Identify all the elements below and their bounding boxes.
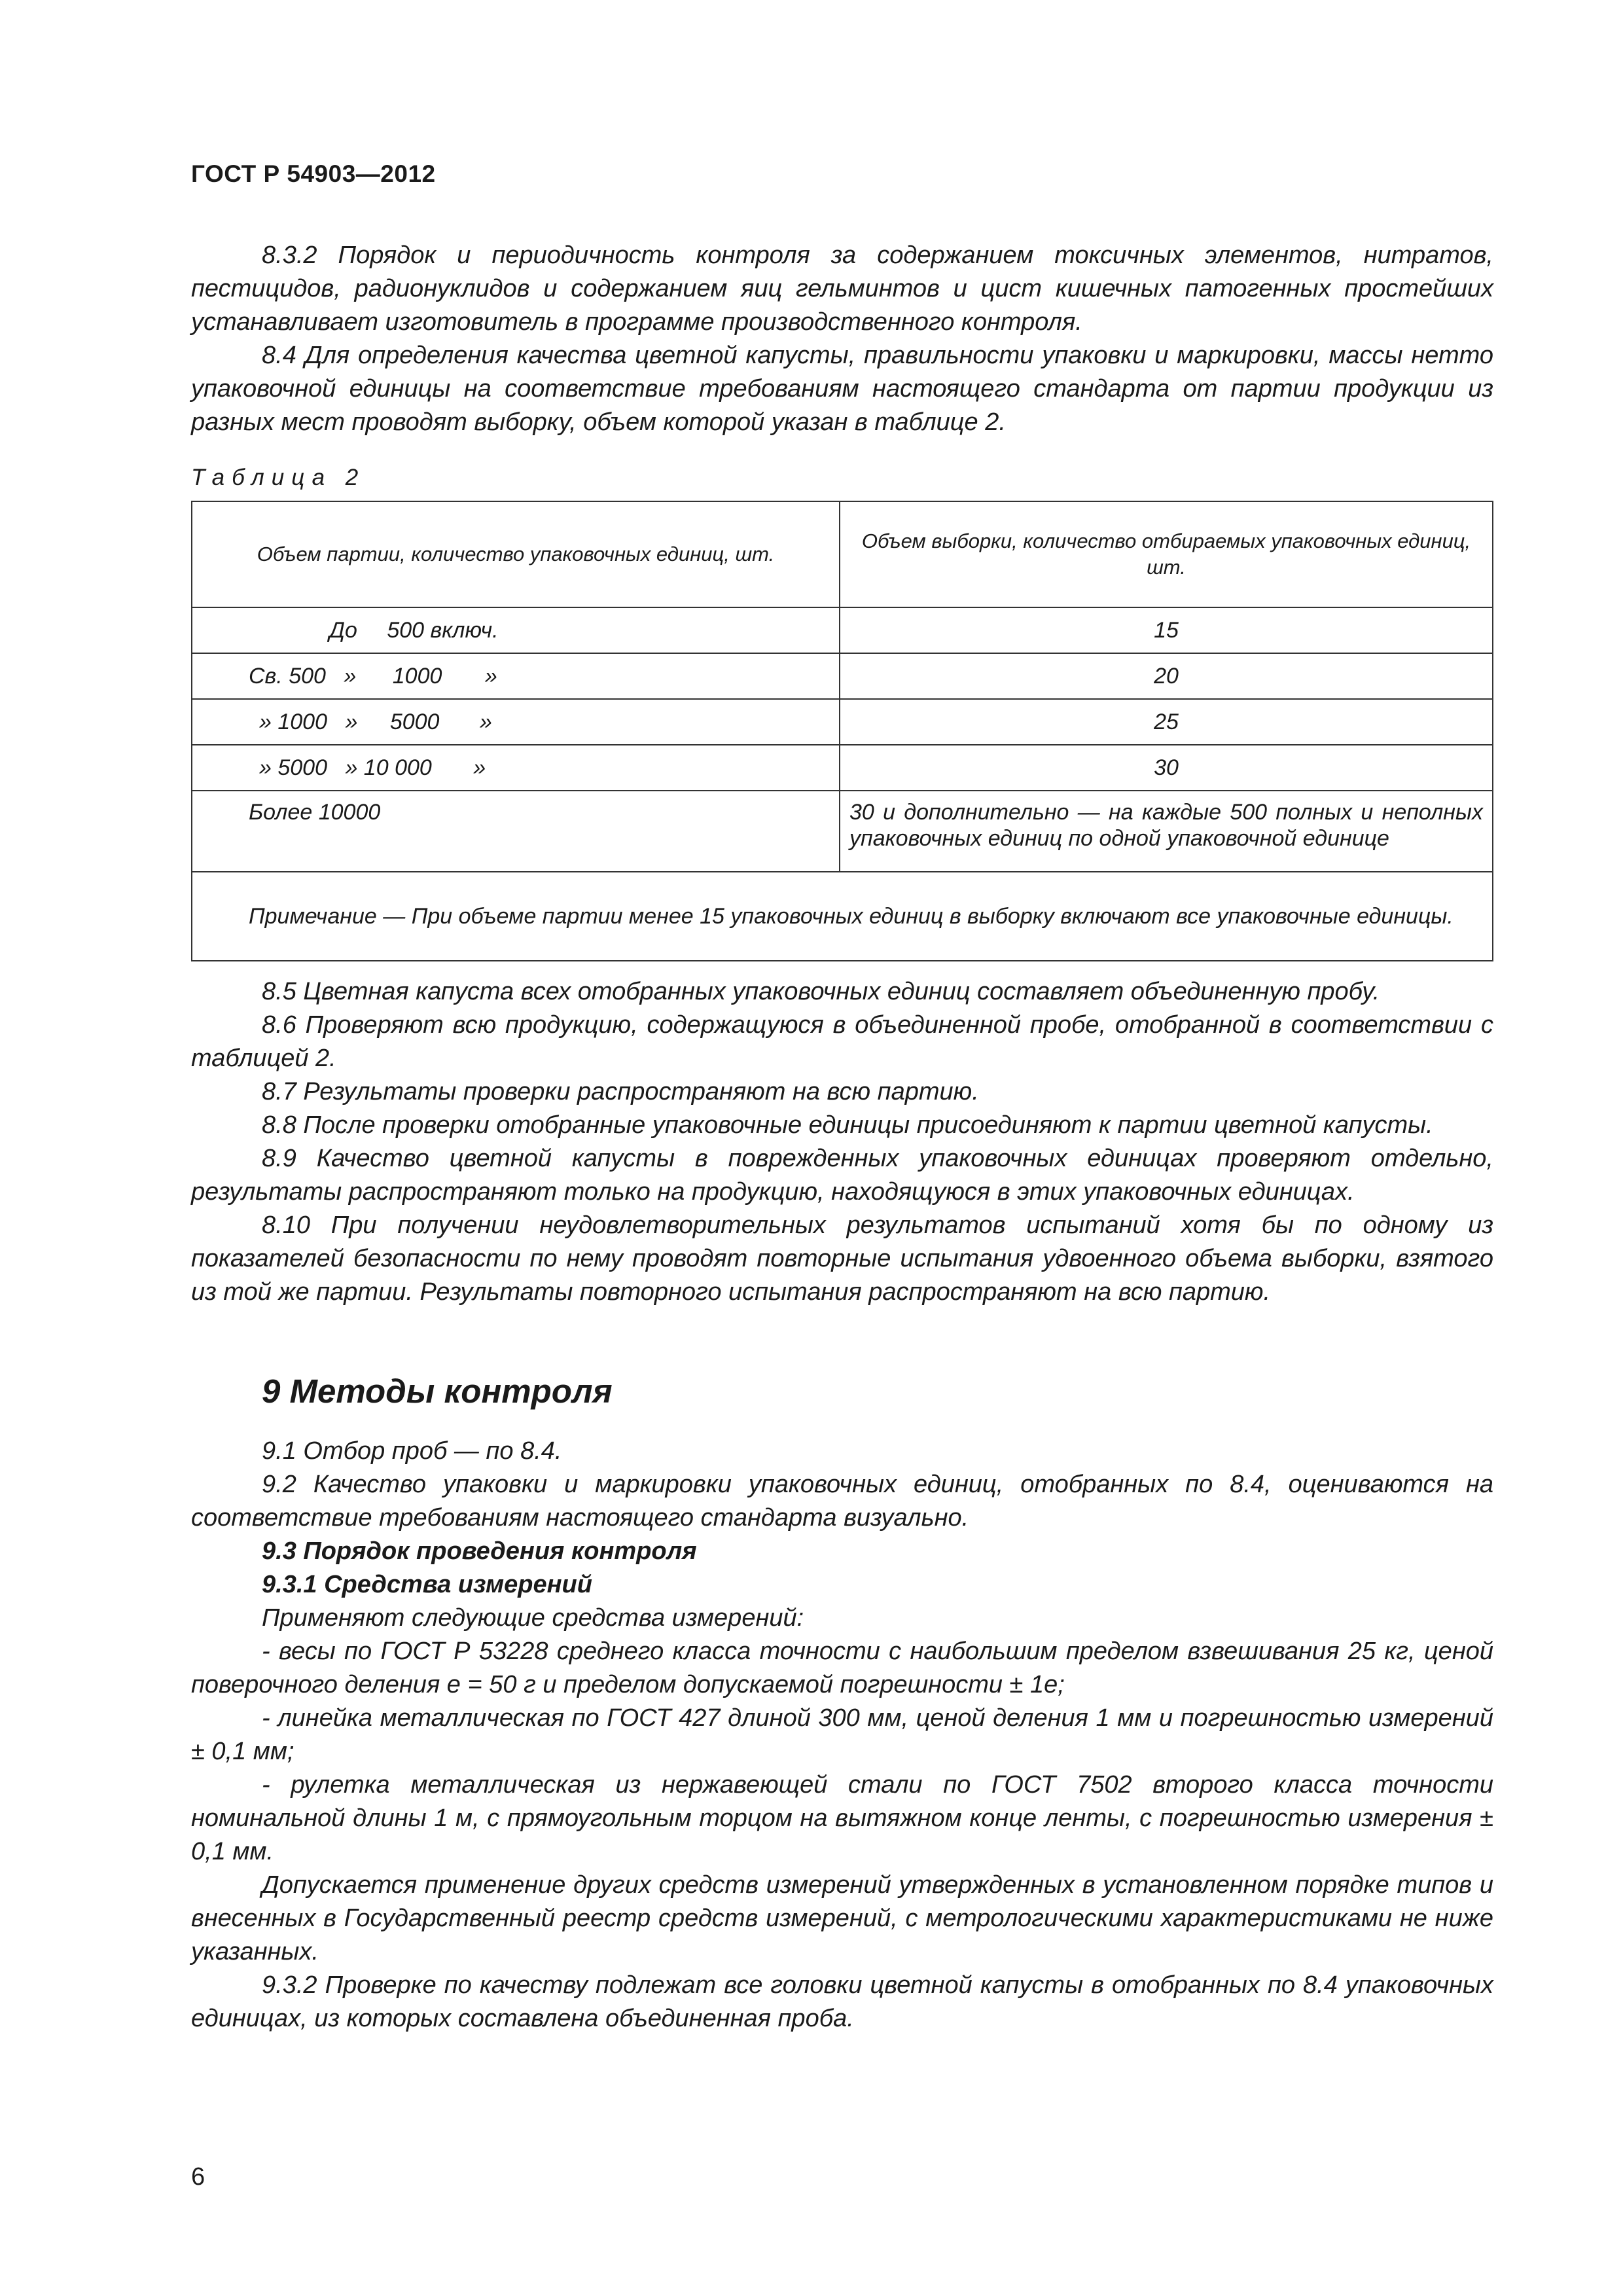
document-header: ГОСТ Р 54903—2012	[191, 160, 436, 187]
section-9-body	[191, 1435, 1493, 2036]
paragraph-8-7: 8.7 Результаты проверки распространяют на всю партию.	[262, 1078, 979, 1105]
intro-section	[191, 239, 1493, 439]
paragraph-9-1: 9.1 Отбор проб — по 8.4.	[262, 1437, 562, 1465]
paragraph-8-8: 8.8 После проверки отобранные упаковочные единицы присоединяют к партии цветной капусты.	[262, 1111, 1433, 1139]
paragraph-8-9: 8.9 Качество цветной капусты в поврежденных упаковочных единицах проверяют отдельно, результаты распространяют только на продукцию, находящуюся в этих упаковочных единицах.	[191, 1145, 1493, 1206]
table-cell-lot: Более 10000	[192, 791, 840, 872]
table-cell-sample: 25	[840, 699, 1493, 745]
paragraph-9-3-2: 9.3.2 Проверке по качеству подлежат все головки цветной капусты в отобранных по 8.4 упаковочных единицах, из которых составлена объединенная проба.	[191, 1971, 1493, 2032]
table-row	[192, 607, 1493, 653]
paragraph-8-3-2: 8.3.2 Порядок и периодичность контроля за содержанием токсичных элементов, нитратов, пестицидов, радионуклидов и содержанием яиц гельминтов и цист кишечных патогенных простейших устанавливает изготовитель в программе производственного контроля.	[191, 242, 1493, 336]
table-header-lot: Объем партии, количество упаковочных единиц, шт.	[192, 501, 840, 607]
after-table-section	[191, 975, 1493, 1309]
table-row	[192, 699, 1493, 745]
table-note-row	[192, 872, 1493, 961]
table-row	[192, 791, 1493, 872]
sample-size-table	[191, 501, 1493, 961]
subsection-title-9-3-1: 9.3.1 Средства измерений	[262, 1571, 592, 1598]
paragraph-9-2: 9.2 Качество упаковки и маркировки упаковочных единиц, отобранных по 8.4, оцениваются на соответствие требованиям настоящего стандарта визуально.	[191, 1471, 1493, 1532]
paragraph-8-10: 8.10 При получении неудовлетворительных результатов испытаний хотя бы по одному из показателей безопасности по нему проводят повторные испытания удвоенного объема выборки, взятого из той же партии. Результаты повторного испытания распространяют на всю партию.	[191, 1211, 1493, 1306]
paragraph-apply: Применяют следующие средства измерений:	[262, 1604, 804, 1632]
list-item: - весы по ГОСТ Р 53228 среднего класса точности с наибольшим пределом взвешивания 25 кг, ценой поверочного деления e = 50 г и пределом допускаемой погрешности ± 1e;	[191, 1638, 1493, 1698]
list-item: - линейка металлическая по ГОСТ 427 длиной 300 мм, ценой деления 1 мм и погрешностью измерений ± 0,1 мм;	[191, 1704, 1493, 1765]
paragraph-8-4: 8.4 Для определения качества цветной капусты, правильности упаковки и маркировки, массы нетто упаковочной единицы на соответствие требованиям настоящего стандарта от партии продукции из разных мест проводят выборку, объем которой указан в таблице 2.	[191, 342, 1493, 436]
table-cell-sample: 15	[840, 607, 1493, 653]
paragraph-8-6: 8.6 Проверяют всю продукцию, содержащуюся в объединенной пробе, отобранной в соответствии с таблицей 2.	[191, 1011, 1493, 1072]
section-title: 9 Методы контроля	[262, 1372, 613, 1410]
table-row	[192, 653, 1493, 699]
page-number: 6	[191, 2163, 205, 2191]
table-cell-lot: » 1000 » 5000 »	[192, 699, 840, 745]
table-header-row	[192, 501, 1493, 607]
paragraph-8-5: 8.5 Цветная капуста всех отобранных упаковочных единиц составляет объединенную пробу.	[262, 978, 1380, 1005]
list-item: - рулетка металлическая из нержавеющей стали по ГОСТ 7502 второго класса точности номинальной длины 1 м, с прямоугольным торцом на вытяжном конце ленты, с погрешностью измерения ± 0,1 мм.	[191, 1771, 1493, 1865]
table-cell-lot: Св. 500 » 1000 »	[192, 653, 840, 699]
table-cell-sample: 30 и дополнительно — на каждые 500 полных и неполных упаковочных единиц по одной упаковочной единице	[840, 791, 1493, 872]
table-caption: Таблица 2	[191, 465, 366, 490]
table-cell-sample: 20	[840, 653, 1493, 699]
table-cell-sample: 30	[840, 745, 1493, 791]
paragraph-allowed: Допускается применение других средств измерений утвержденных в установленном порядке типов и внесенных в Государственный реестр средств измерений, с метрологическими характеристиками не ниже указанных.	[191, 1871, 1493, 1965]
table-header-sample: Объем выборки, количество отбираемых упаковочных единиц, шт.	[840, 501, 1493, 607]
subsection-title-9-3: 9.3 Порядок проведения контроля	[262, 1537, 697, 1565]
table-note: Примечание — При объеме партии менее 15 упаковочных единиц в выборку включают все упаковочные единицы.	[192, 872, 1493, 961]
table-row	[192, 745, 1493, 791]
table-cell-lot: До 500 включ.	[192, 607, 840, 653]
table-cell-lot: » 5000 » 10 000 »	[192, 745, 840, 791]
